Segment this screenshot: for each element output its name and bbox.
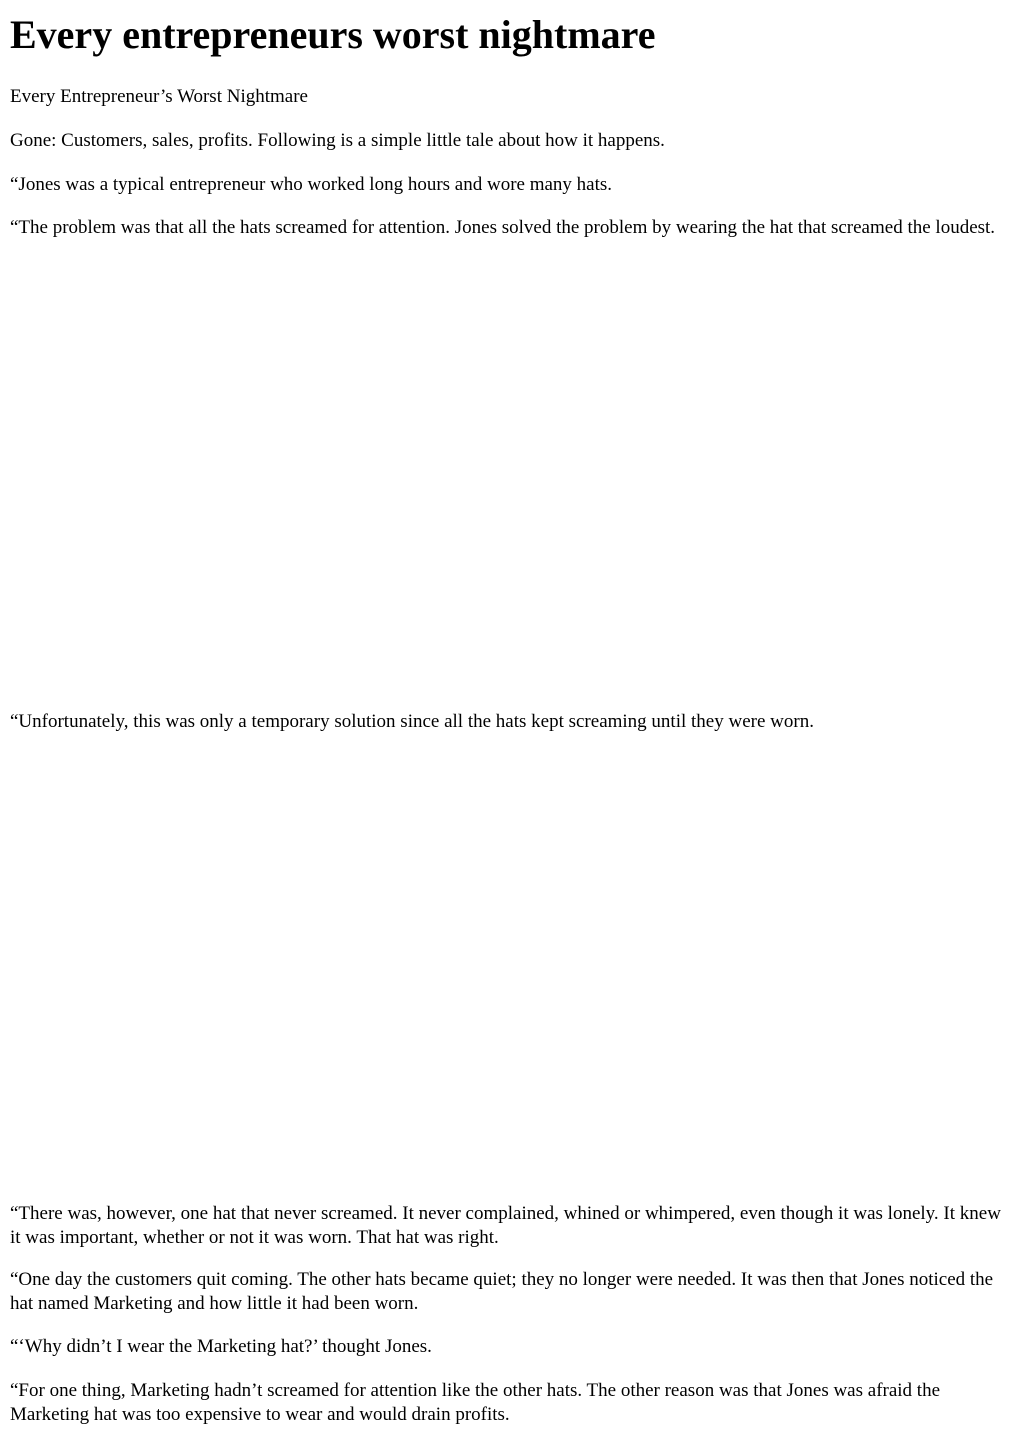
intro-paragraph: Gone: Customers, sales, profits. Following is a simple little tale about how it happens.: [10, 130, 665, 151]
story-paragraph: “For one thing, Marketing hadn’t screamed for attention like the other hats. The other reason was that Jones was afraid the Marketing hat was too expensive to wear and would drain profits.: [10, 1380, 941, 1425]
page-title: Every entrepreneurs worst nightmare: [10, 12, 656, 57]
story-paragraph: “‘Why didn’t I wear the Marketing hat?’ thought Jones.: [10, 1336, 432, 1357]
story-paragraph: “There was, however, one hat that never screamed. It never complained, whined or whimpered, even though it was lonely. It knew it was important, whether or not it was worn. That hat was right.: [10, 1203, 1001, 1248]
story-paragraph: “One day the customers quit coming. The other hats became quiet; they no longer were needed. It was then that Jones noticed the hat named Marketing and how little it had been worn.: [10, 1269, 994, 1314]
story-paragraph: “The problem was that all the hats screamed for attention. Jones solved the problem by wearing the hat that screamed the loudest.: [10, 217, 996, 238]
story-paragraph: “Unfortunately, this was only a temporary solution since all the hats kept screaming until they were worn.: [10, 711, 814, 732]
subtitle-paragraph: Every Entrepreneur’s Worst Nightmare: [10, 86, 308, 107]
story-paragraph: “Jones was a typical entrepreneur who worked long hours and wore many hats.: [10, 174, 613, 195]
